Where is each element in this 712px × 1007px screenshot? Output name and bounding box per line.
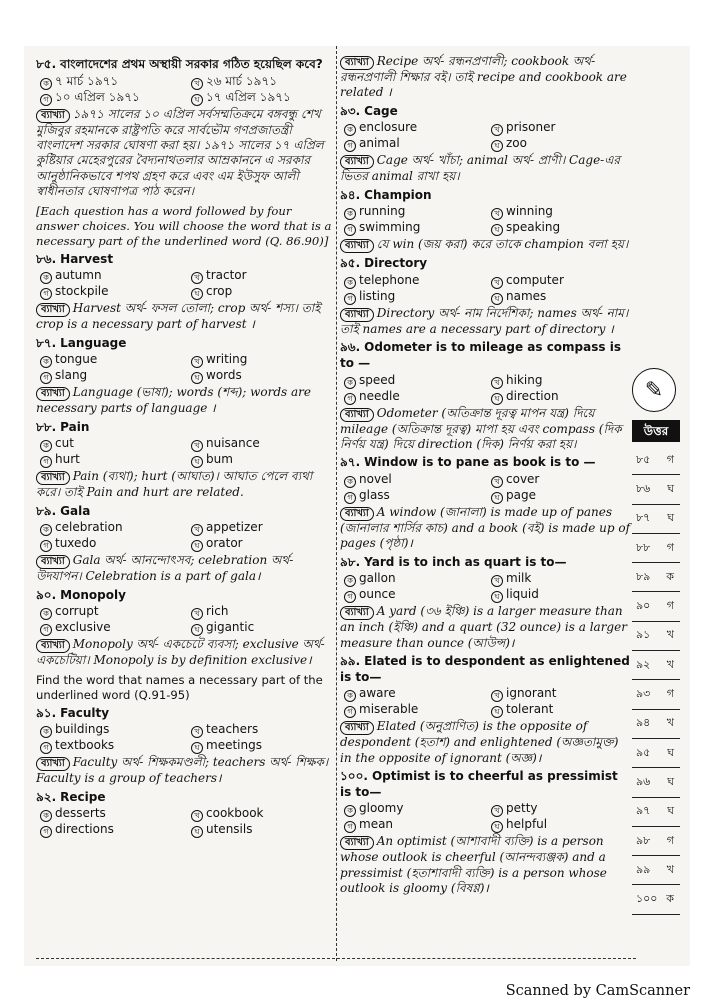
answer-row: ৯০ গ [632, 592, 680, 621]
option: ঘ direction [491, 389, 632, 405]
option: ঘ utensils [191, 822, 336, 838]
options-95 [340, 273, 632, 305]
option: ক corrupt [40, 604, 185, 620]
option: ঘ names [491, 289, 632, 305]
option: ক autumn [40, 268, 185, 284]
option: ক celebration [40, 520, 185, 536]
question-90: ৯০. Monopoly [36, 587, 126, 602]
question-96: ৯৬. Odometer is to mileage as compass is to — [340, 340, 621, 370]
options-99 [340, 686, 632, 718]
option: গ miserable [344, 702, 485, 718]
answer-row: ৯১ খ [632, 622, 680, 651]
option: খ teachers [191, 722, 336, 738]
option: খ milk [491, 571, 632, 587]
answer-row: ৮৯ ক [632, 563, 680, 592]
explanation-85: ব্যাখ্যা ১৯৭১ সালের ১০ এপ্রিল সর্বসম্মতিক্রমে বঙ্গবন্ধু শেখ মুজিবুর রহমানকে রাষ্ট্রপতি করে সার্বভৌম গণপ্রজাতন্ত্রী বাংলাদেশ সরকার ঘোষণা করা হয়। ১৯৭১ সালের ১৭ এপ্রিল কুষ্টিয়ার মেহেরপুরের বৈদ্যনাথতলার আম্রকাননে এ সরকার আনুষ্ঠানিকভাবে শপথ গ্রহণ করে এবং এম ইউসুফ আলী স্বাধীনতার ঘোষণাপত্র পাঠ করেন। [36, 106, 324, 199]
left-column [36, 54, 336, 839]
option: খ cookbook [191, 806, 336, 822]
option: গ textbooks [40, 738, 185, 754]
explanation-93: ব্যাখ্যা Cage অর্থ- খাঁচা; animal অর্থ- প্রাণী। Cage-এর ভিতর animal রাখা হয়। [340, 153, 620, 184]
option: গ directions [40, 822, 185, 838]
option: খ computer [491, 273, 632, 289]
find-instruction: Find the word that names a necessary part of the underlined word (Q.91-95) [36, 672, 323, 702]
option: গ ১০ এপ্রিল ১৯৭১ [40, 90, 185, 106]
option: গ exclusive [40, 620, 185, 636]
option: ক novel [344, 472, 485, 488]
options-92 [36, 806, 336, 838]
option: গ ounce [344, 587, 485, 603]
options-93 [340, 120, 632, 152]
option: গ tuxedo [40, 536, 185, 552]
scanner-watermark: Scanned by CamScanner [505, 983, 690, 999]
explanation-87: ব্যাখ্যা Language (ভাষা); words (শব্দ); words are necessary parts of language । [36, 385, 311, 416]
options-90 [36, 604, 336, 636]
answer-row: ৯৭ ঘ [632, 798, 680, 827]
option: খ ২৬ মার্চ ১৯৭১ [191, 74, 336, 90]
option: গ slang [40, 368, 185, 384]
option: খ rich [191, 604, 336, 620]
explanation-95: ব্যাখ্যা Directory অর্থ- নাম নির্দেশিকা; names অর্থ- নাম। তাই names are a necessary part of directory । [340, 306, 629, 336]
option: ক desserts [40, 806, 185, 822]
pen-badge-icon: ✎ [632, 368, 676, 412]
explanation-99: ব্যাখ্যা Elated (অনুপ্রাণিত) is the opposite of despondent (হতাশ) and enlightened (অজ্ঞতামুক্ত) in the opposite of ignorant (অজ্ঞ)। [340, 719, 619, 765]
option: ঘ words [191, 368, 336, 384]
option: খ nuisance [191, 436, 336, 452]
option: ক running [344, 204, 485, 220]
explanation-92: ব্যাখ্যা Recipe অর্থ- রন্ধনপ্রণালী; cookbook অর্থ- রন্ধনপ্রণালী শিক্ষার বই। তাই recipe and cookbook are related । [340, 54, 627, 100]
option: ঘ zoo [491, 136, 632, 152]
question-99: ৯৯. Elated is to despondent as enlightened is to— [340, 654, 630, 684]
question-97: ৯৭. Window is to pane as book is to — [340, 455, 596, 470]
option: ঘ tolerant [491, 702, 632, 718]
options-97 [340, 472, 632, 504]
option: ঘ crop [191, 284, 336, 300]
option: গ stockpile [40, 284, 185, 300]
answer-row: ৯৬ ঘ [632, 768, 680, 797]
option: ক cut [40, 436, 185, 452]
question-98: ৯৮. Yard is to inch as quart is to— [340, 554, 567, 569]
answer-row: ৮৭ ঘ [632, 505, 680, 534]
option: খ cover [491, 472, 632, 488]
option: গ listing [344, 289, 485, 305]
answer-row: ১০০ ক [632, 885, 680, 914]
answer-row: ৯৮ গ [632, 827, 680, 856]
answer-row: ৮৬ ঘ [632, 475, 680, 504]
question-94: ৯৪. Champion [340, 187, 432, 202]
explanation-100: ব্যাখ্যা An optimist (আশাবাদী ব্যক্তি) is a person whose outlook is cheerful (আনন্দব্যঞ্জক) and a pressimist (হতাশাবাদী ব্যক্তি) is a person whose outlook is gloomy (বিষণ্ণ)। [340, 834, 607, 896]
explanation-98: ব্যাখ্যা A yard (৩৬ ইঞ্চি) is a larger measure than an inch (ইঞ্চি) and a quart (32 ounce) is a larger measure than ounce (আউন্স)। [340, 604, 627, 650]
question-95: ৯৫. Directory [340, 256, 428, 271]
option: গ glass [344, 488, 485, 504]
options-87 [36, 352, 336, 384]
answer-row: ৯৪ খ [632, 710, 680, 739]
option: খ winning [491, 204, 632, 220]
option: গ swimming [344, 220, 485, 236]
option: ক tongue [40, 352, 185, 368]
option: ক telephone [344, 273, 485, 289]
options-89 [36, 520, 336, 552]
option: খ ignorant [491, 686, 632, 702]
option: ক gloomy [344, 801, 485, 817]
option: খ tractor [191, 268, 336, 284]
option: ক speed [344, 373, 485, 389]
options-91 [36, 722, 336, 754]
question-92: ৯২. Recipe [36, 789, 106, 804]
option: গ animal [344, 136, 485, 152]
explanation-89: ব্যাখ্যা Gala অর্থ- আনন্দোৎসব; celebration অর্থ- উদযাপন। Celebration is a part of gala। [36, 553, 294, 584]
option: খ hiking [491, 373, 632, 389]
column-divider [336, 46, 337, 961]
option: খ appetizer [191, 520, 336, 536]
explanation-94: ব্যাখ্যা যে win (জয় করা) করে তাকে champion বলা হয়। [340, 237, 632, 253]
question-91: ৯১. Faculty [36, 705, 110, 720]
option: ঘ orator [191, 536, 336, 552]
explanation-88: ব্যাখ্যা Pain (ব্যথা); hurt (আঘাত)। আঘাত পেলে ব্যথা করে। তাই Pain and hurt are related. [36, 469, 313, 500]
answer-list [632, 446, 680, 915]
answer-row: ৯৫ ঘ [632, 739, 680, 768]
option: খ writing [191, 352, 336, 368]
explanation-90: ব্যাখ্যা Monopoly অর্থ- একচেটে ব্যবসা; exclusive অর্থ- একচেটিয়া। Monopoly is by definition exclusive। [36, 637, 325, 668]
option: ক gallon [344, 571, 485, 587]
options-98 [340, 571, 632, 603]
option: ক ৭ মার্চ ১৯৭১ [40, 74, 185, 90]
options-88 [36, 436, 336, 468]
option: ঘ speaking [491, 220, 632, 236]
option: ক enclosure [344, 120, 485, 136]
option: ঘ meetings [191, 738, 336, 754]
option: ক aware [344, 686, 485, 702]
explanation-96: ব্যাখ্যা Odometer (অতিক্রান্ত দূরত্ব মাপন যন্ত্র) দিয়ে mileage (অতিক্রান্ত দূরত্ব) মাপা হয় এবং compass (দিক নির্ণয় যন্ত্র) দিয়ে direction (দিক) নির্ণয় করা হয়। [340, 405, 622, 451]
question-85: ৮৫. বাংলাদেশের প্রথম অস্থায়ী সরকার গঠিত হয়েছিল কবে? [36, 57, 323, 71]
options-94 [340, 204, 632, 236]
option: গ mean [344, 817, 485, 833]
answer-row: ৮৫ গ [632, 446, 680, 475]
answer-row: ৯৩ গ [632, 680, 680, 709]
answer-row: ৯২ খ [632, 651, 680, 680]
explanation-86: ব্যাখ্যা Harvest অর্থ- ফসল তোলা; crop অর্থ- শস্য। তাই crop is a necessary part of harvest । [36, 301, 321, 332]
question-86: ৮৬. Harvest [36, 251, 114, 266]
answer-row: ৮৮ গ [632, 534, 680, 563]
option: খ prisoner [491, 120, 632, 136]
question-93: ৯৩. Cage [340, 103, 398, 118]
answer-panel-title: উত্তর [632, 420, 680, 442]
right-column [340, 54, 632, 899]
answer-row: ৯৯ খ [632, 856, 680, 885]
instruction-text: [Each question has a word followed by four answer choices. You will choose the word that is a necessary part of the underlined word (Q. 86.90)] [36, 203, 332, 248]
option: ঘ page [491, 488, 632, 504]
bottom-rule [36, 958, 636, 959]
options-96 [340, 373, 632, 405]
option: ঘ gigantic [191, 620, 336, 636]
question-100: ১০০. Optimist is to cheerful as pressimist is to— [340, 769, 618, 799]
option: ঘ ১৭ এপ্রিল ১৯৭১ [191, 90, 336, 106]
explanation-97: ব্যাখ্যা A window (জানালা) is made up of panes (জানালার শার্সির কাচ) and a book (বই) is made up of pages (পৃষ্ঠা)। [340, 505, 631, 551]
explanation-91: ব্যাখ্যা Faculty অর্থ- শিক্ষকমণ্ডলী; teachers অর্থ- শিক্ষক। Faculty is a group of teachers। [36, 755, 329, 786]
question-87: ৮৭. Language [36, 335, 127, 350]
options-86 [36, 268, 336, 300]
question-88: ৮৮. Pain [36, 419, 90, 434]
option: গ needle [344, 389, 485, 405]
option: ক buildings [40, 722, 185, 738]
option: গ hurt [40, 452, 185, 468]
option: ঘ helpful [491, 817, 632, 833]
question-89: ৮৯. Gala [36, 503, 91, 518]
options-100 [340, 801, 632, 833]
option: ঘ liquid [491, 587, 632, 603]
option: ঘ bum [191, 452, 336, 468]
options-85 [36, 74, 336, 106]
option: খ petty [491, 801, 632, 817]
